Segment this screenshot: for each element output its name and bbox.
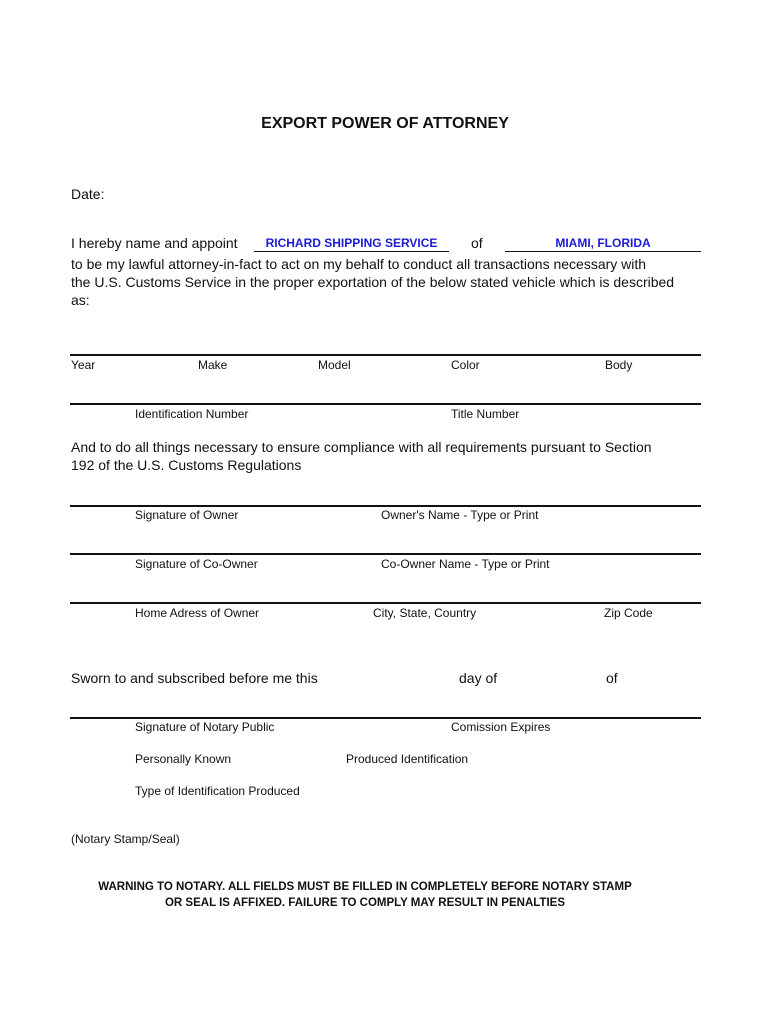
make-label: Make <box>198 358 228 372</box>
warning-notice <box>0 879 730 911</box>
of-year-label: of <box>606 670 618 686</box>
sworn-month-field[interactable] <box>505 671 607 687</box>
warning-line-2: OR SEAL IS AFFIXED. FAILURE TO COMPLY MAY RESULT IN PENALTIES <box>164 897 565 909</box>
home-address-label: Home Adress of Owner <box>135 606 260 620</box>
produced-identification-field[interactable] <box>505 752 607 768</box>
commission-expires-label: Comission Expires <box>451 720 551 734</box>
compliance-line-2: 192 of the U.S. Customs Regulations <box>71 457 302 473</box>
notary-stamp-label: (Notary Stamp/Seal) <box>71 832 180 846</box>
model-label: Model <box>318 358 351 372</box>
owner-signature-line[interactable] <box>70 505 701 507</box>
sworn-year-field[interactable] <box>630 671 705 687</box>
type-of-identification-label: Type of Identification Produced <box>135 784 300 798</box>
coowner-signature-line[interactable] <box>70 553 701 555</box>
signature-of-notary-label: Signature of Notary Public <box>135 720 275 734</box>
zip-code-label: Zip Code <box>604 606 653 620</box>
appoint-line-3: the U.S. Customs Service in the proper exportation of the below stated vehicle which is described <box>71 274 675 290</box>
date-field[interactable] <box>133 189 320 205</box>
city-state-country-label: City, State, Country <box>373 606 477 620</box>
compliance-line-1: And to do all things necessary to ensure compliance with all requirements pursuant to Section <box>71 439 652 455</box>
vehicle-line-2[interactable] <box>70 403 701 405</box>
type-of-identification-field[interactable] <box>316 784 607 800</box>
signature-of-owner-label: Signature of Owner <box>135 508 239 522</box>
day-of-label: day of <box>459 670 498 686</box>
sworn-prefix: Sworn to and subscribed before me this <box>71 670 318 686</box>
body-label: Body <box>605 358 633 372</box>
color-label: Color <box>451 358 480 372</box>
owner-name-label: Owner's Name - Type or Print <box>381 508 539 522</box>
appoint-line-2: to be my lawful attorney-in-fact to act on my behalf to conduct all transactions necessary with <box>71 256 647 272</box>
year-label: Year <box>71 358 96 372</box>
address-line[interactable] <box>70 602 701 604</box>
coowner-name-label: Co-Owner Name - Type or Print <box>381 557 550 571</box>
identification-number-label: Identification Number <box>135 407 249 421</box>
notary-signature-line[interactable] <box>70 717 701 719</box>
vehicle-line-1[interactable] <box>70 354 701 356</box>
personally-known-field[interactable] <box>265 752 320 768</box>
appoint-prefix: I hereby name and appoint <box>71 235 238 251</box>
of-label: of <box>471 235 483 251</box>
produced-identification-label: Produced Identification <box>346 752 469 766</box>
signature-of-coowner-label: Signature of Co-Owner <box>135 557 258 571</box>
date-label: Date: <box>71 186 105 202</box>
appoint-line-4: as: <box>71 292 90 308</box>
title-number-label: Title Number <box>451 407 520 421</box>
document-title: EXPORT POWER OF ATTORNEY <box>261 115 509 132</box>
personally-known-label: Personally Known <box>135 752 232 766</box>
agent-location-field[interactable]: MIAMI, FLORIDA <box>505 236 701 252</box>
agent-name-field[interactable]: RICHARD SHIPPING SERVICE <box>254 236 449 252</box>
sworn-day-field[interactable] <box>316 671 453 687</box>
warning-line-1: WARNING TO NOTARY. ALL FIELDS MUST BE FILLED IN COMPLETELY BEFORE NOTARY STAMP <box>98 881 632 893</box>
